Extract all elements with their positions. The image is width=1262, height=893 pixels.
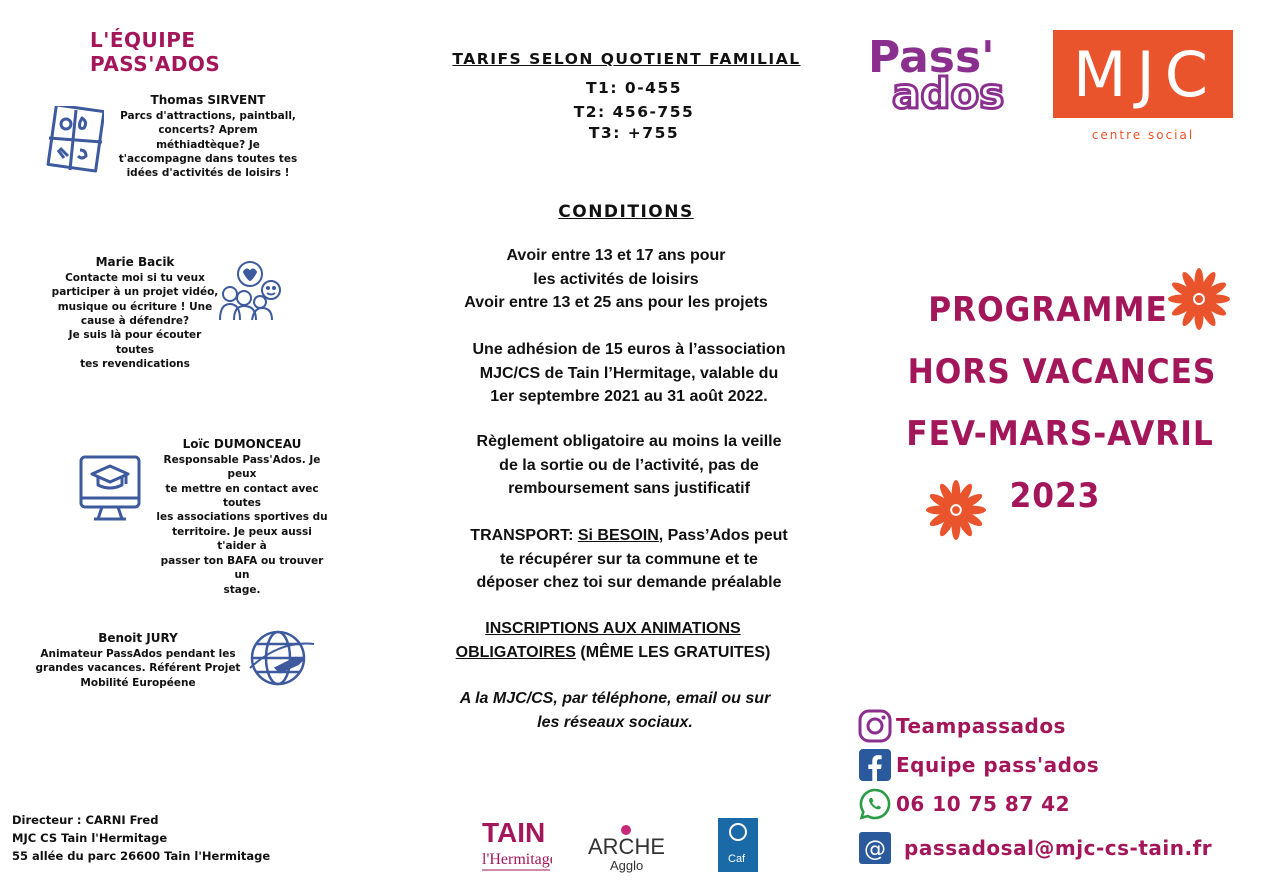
instagram-icon xyxy=(858,709,892,743)
member-desc-line: te mettre en contact avec toutes xyxy=(165,482,319,509)
transport-underlined: Si BESOIN xyxy=(577,527,659,544)
globe-plane-icon xyxy=(248,628,316,688)
passados-logo-subtext: ados xyxy=(892,69,1005,114)
condition-line: 1er septembre 2021 au 31 août 2022. xyxy=(490,388,768,406)
phone-number: 06 10 75 87 42 xyxy=(896,792,1071,816)
member-desc-line: Contacte moi si tu veux xyxy=(65,271,205,284)
footer-line: 55 allée du parc 26600 Tain l'Hermitage xyxy=(12,848,271,863)
team-title: L'ÉQUIPE PASS'ADOS xyxy=(90,28,221,76)
condition-line: Une adhésion de 15 euros à l’association xyxy=(472,341,786,358)
member-desc-line: tes revendications xyxy=(80,358,190,371)
at-sign-icon xyxy=(858,831,892,865)
member-desc-line: Animateur PassAdos pendant les xyxy=(40,647,236,660)
member-desc-line: Mobilité Européene xyxy=(80,676,196,689)
condition-line: de la sortie ou de l’activité, pas de xyxy=(499,456,759,474)
condition-line: A la MJC/CS, par téléphone, email ou sur xyxy=(459,690,771,707)
inscriptions-condition xyxy=(430,617,796,664)
tain-hermitage-logo xyxy=(480,812,552,876)
inscriptions-underlined: OBLIGATOIRES xyxy=(455,643,576,661)
flower-icon xyxy=(924,478,988,546)
arche-logo-subtext: Agglo xyxy=(610,858,644,873)
arche-agglo-logo xyxy=(586,812,664,876)
adhesion-condition xyxy=(440,338,818,409)
passados-logo xyxy=(866,28,1052,114)
footer-line: MJC CS Tain l'Hermitage xyxy=(12,830,168,845)
member-name: Loïc DUMONCEAU xyxy=(182,437,302,451)
programme-title-line: HORS VACANCES xyxy=(907,352,1217,392)
condition-line: remboursement sans justificatif xyxy=(508,480,750,498)
member-desc-line: stage. xyxy=(223,583,261,596)
condition-line: les activités de loisirs xyxy=(533,270,699,288)
condition-line xyxy=(430,641,796,665)
footer-line: Directeur : CARNI Fred xyxy=(12,813,159,827)
tain-logo-subtext: l'Hermitage xyxy=(482,851,552,868)
member-desc-line: cause à défendre? xyxy=(80,315,190,327)
member-desc-line: territoire. Je peux aussi t'aider à xyxy=(172,525,312,553)
svg-text:@: @ xyxy=(864,837,886,862)
caf-logo xyxy=(718,818,758,872)
contact-email[interactable] xyxy=(858,830,1212,866)
member-desc-line: t'accompagne dans toutes tes xyxy=(118,153,298,165)
programme-title-line: 2023 xyxy=(1009,476,1101,516)
mjc-logo-subtext: centre social xyxy=(1091,128,1195,142)
member-desc-line: idées d'activités de loisirs ! xyxy=(126,167,290,180)
condition-line: te récupérer sur ta commune et te xyxy=(500,550,758,568)
transport-rest: , Pass’Ados peut xyxy=(658,527,788,544)
team-member-card xyxy=(50,254,220,372)
contact-instagram[interactable] xyxy=(858,708,1066,744)
member-desc-line: concerts? Aprem xyxy=(158,124,258,137)
condition-line xyxy=(430,617,796,641)
age-condition xyxy=(430,244,802,315)
tarif-t3: T3: +755 xyxy=(588,124,680,142)
transport-label: TRANSPORT: xyxy=(470,527,578,544)
tarif-t2: T2: 456-755 xyxy=(573,103,695,121)
community-icon xyxy=(216,258,284,322)
contact-info-text xyxy=(428,687,802,734)
member-desc-line: Je suis là pour écouter toutes xyxy=(68,329,202,356)
member-desc-line: Parcs d'attractions, paintball, xyxy=(120,109,296,122)
team-member-card xyxy=(154,436,330,597)
condition-line: déposer chez toi sur demande préalable xyxy=(476,574,782,592)
director-address-block xyxy=(12,812,270,865)
member-name: Marie Bacik xyxy=(95,255,175,269)
condition-line: Avoir entre 13 et 25 ans pour les projets xyxy=(464,294,768,312)
member-name: Thomas SIRVENT xyxy=(150,93,266,107)
puzzle-icon xyxy=(36,106,104,174)
member-name: Benoit JURY xyxy=(98,631,178,645)
condition-line xyxy=(440,524,818,548)
instagram-handle: Teampassados xyxy=(896,714,1066,738)
reglement-condition xyxy=(440,430,818,501)
condition-line: Règlement obligatoire au moins la veille xyxy=(476,433,782,450)
member-desc-line: musique ou écriture ! Une xyxy=(57,300,213,313)
programme-title-line: PROGRAMME xyxy=(928,290,1168,330)
team-member-card xyxy=(118,92,298,181)
member-desc-line: méthiadtèque? Je xyxy=(156,138,260,151)
facebook-page: Equipe pass'ados xyxy=(896,753,1100,777)
member-desc-line: Responsable Pass'Ados. Je peux xyxy=(163,453,321,481)
programme-title-line: FEV-MARS-AVRIL xyxy=(906,414,1214,454)
conditions-title: CONDITIONS xyxy=(558,202,694,222)
team-member-card xyxy=(30,630,246,690)
member-desc-line: les associations sportives du xyxy=(156,511,328,524)
whatsapp-icon xyxy=(858,787,892,821)
member-desc-line: participer à un projet vidéo, xyxy=(51,286,219,299)
condition-line: Avoir entre 13 et 17 ans pour xyxy=(506,247,726,264)
mjc-logo xyxy=(1053,30,1233,142)
contact-facebook[interactable] xyxy=(858,747,1099,783)
caf-logo-text: Caf xyxy=(728,853,746,865)
email-address: passadosal@mjc-cs-tain.fr xyxy=(904,836,1213,860)
passados-logo-text: Pass' xyxy=(868,32,995,83)
flower-icon xyxy=(1166,266,1232,336)
tarif-t1: T1: 0-455 xyxy=(585,79,683,97)
condition-line: les réseaux sociaux. xyxy=(537,713,693,731)
computer-graduation-icon xyxy=(78,454,142,524)
facebook-icon xyxy=(858,748,892,782)
inscriptions-rest: (MÊME LES GRATUITES) xyxy=(575,643,771,661)
inscriptions-underlined: INSCRIPTIONS AUX ANIMATIONS xyxy=(485,620,741,637)
contact-whatsapp[interactable] xyxy=(858,786,1070,822)
arche-logo-text: ARCHE xyxy=(588,834,664,859)
member-desc-line: passer ton BAFA ou trouver un xyxy=(160,554,324,582)
mjc-logo-text: MJC xyxy=(1073,38,1219,111)
transport-condition xyxy=(440,524,818,595)
condition-line: MJC/CS de Tain l’Hermitage, valable du xyxy=(479,364,779,382)
tarifs-title: TARIFS SELON QUOTIENT FAMILIAL xyxy=(452,50,801,68)
tain-logo-text: TAIN xyxy=(482,817,546,848)
member-desc-line: grandes vacances. Référent Projet xyxy=(35,662,241,675)
